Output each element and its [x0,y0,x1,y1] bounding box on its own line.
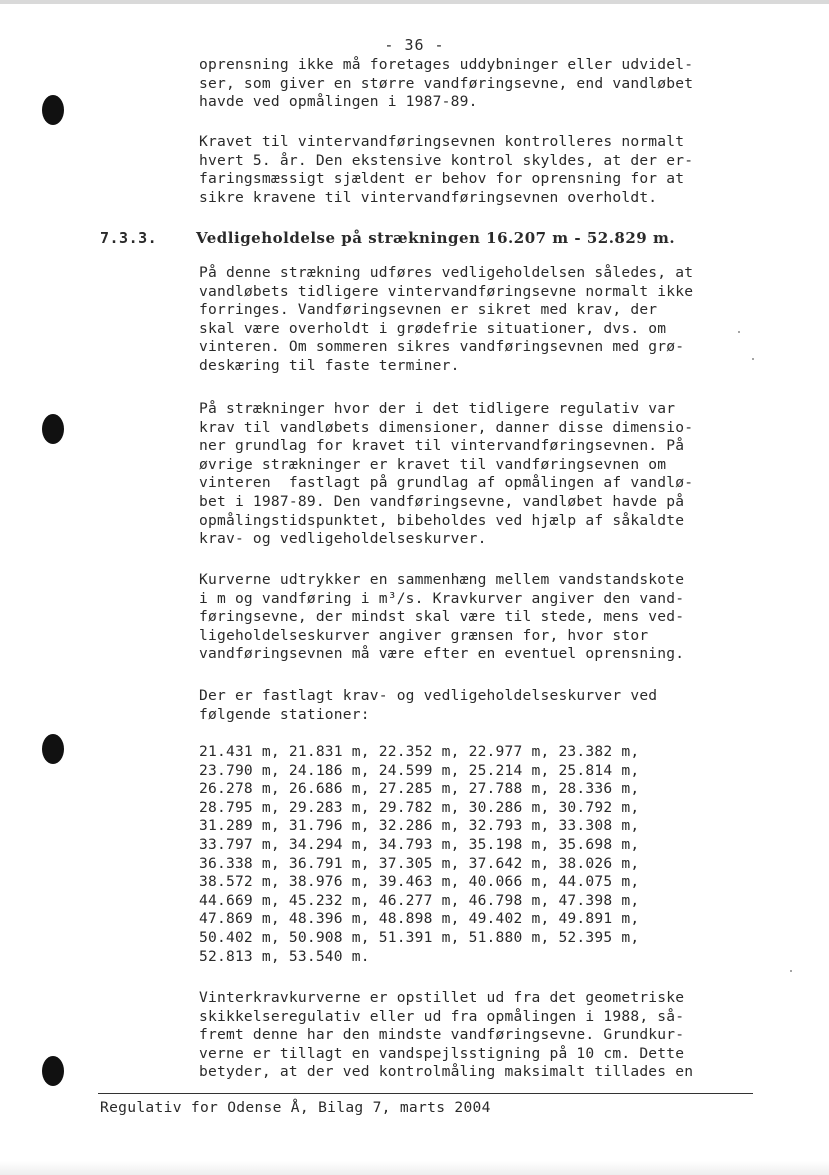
scan-top-edge [0,0,829,4]
punch-hole-2 [42,414,64,444]
paragraph-4: På strækninger hvor der i det tidligere regulativ var krav til vandløbets dimensioner, danner disse dimensio- ner grundlag for kravet til vintervandføringsevnen. På øvrige strækninger er kravet til vandføringsevnen om vinteren fastlagt på grundlag af opmålingen af vandlø- bet i 1987-89. Den vandføringsevne, vandløbet havde på opmålingstidspunktet, bibeholdes ved hjælp af såkaldte krav- og vedligeholdelseskurver. [199,400,694,548]
paragraph-2: Kravet til vintervandføringsevnen kontrolleres normalt hvert 5. år. Den ekstensive kontrol skyldes, at der er- faringsmæssigt sjældent er behov for oprensning for at sikre kravene til vintervandføringsevnen overholdt. [199,133,694,206]
scan-speck [790,970,792,972]
paragraph-3: På denne strækning udføres vedligeholdelsen således, at vandløbets tidligere vintervandføringsevne normalt ikke forringes. Vandføringsevnen er sikret med krav, der skal være overholdt i grødefrie situationer, dvs. om vinteren. Om sommeren sikres vandføringsevnen med grø- deskæring til faste terminer. [199,264,694,374]
station-list: 21.431 m, 21.831 m, 22.352 m, 22.977 m, 23.382 m, 23.790 m, 24.186 m, 24.599 m, 25.214 m, 25.814 m, 26.278 m, 26.686 m, 27.285 m, 27.788 m, 28.336 m, 28.795 m, 29.283 m, 29.782 m, 30.286 m, 30.792 m, 31.289 m, 31.796 m, 32.286 m, 32.793 m, 33.308 m, 33.797 m, 34.294 m, 34.793 m, 35.198 m, 35.698 m, 36.338 m, 36.791 m, 37.305 m, 37.642 m, 38.026 m, 38.572 m, 38.976 m, 39.463 m, 40.066 m, 44.075 m, 44.669 m, 45.232 m, 46.277 m, 46.798 m, 47.398 m, 47.869 m, 48.396 m, 48.898 m, 49.402 m, 49.891 m, 50.402 m, 50.908 m, 51.391 m, 51.880 m, 52.395 m, 52.813 m, 53.540 m. [199,743,640,965]
paragraph-1: oprensning ikke må foretages uddybninger eller udvidel- ser, som giver en større vandføringsevne, end vandløbet havde ved opmålingen i 1987-89. [199,56,694,111]
section-title: Vedligeholdelse på strækningen 16.207 m - 52.829 m. [196,229,676,247]
punch-hole-1 [42,95,64,125]
page-footer: Regulativ for Odense Å, Bilag 7, marts 2004 [100,1099,491,1116]
scan-bottom-edge [0,1161,829,1175]
paragraph-7: Vinterkravkurverne er opstillet ud fra det geometriske skikkelseregulativ eller ud fra opmålingen i 1988, så- fremt denne har den mindste vandføringsevne. Grundkur- verne er tillagt en vandspejlsstigning på 10 cm. Dette betyder, at der ved kontrolmåling maksimalt tillades en [199,989,694,1081]
page-number: - 36 - [384,36,445,54]
footer-divider [98,1093,753,1094]
punch-hole-4 [42,1056,64,1086]
paragraph-5: Kurverne udtrykker en sammenhæng mellem vandstandskote i m og vandføring i m³/s. Kravkurver angiver den vand- føringsevne, der mindst skal være til stede, mens ved- ligeholdelseskurver angiver grænsen for, hvor stor vandføringsevnen må være efter en eventuel oprensning. [199,571,685,663]
section-number: 7.3.3. [100,229,158,247]
punch-hole-3 [42,734,64,764]
paragraph-6: Der er fastlagt krav- og vedligeholdelseskurver ved følgende stationer: [199,687,658,723]
